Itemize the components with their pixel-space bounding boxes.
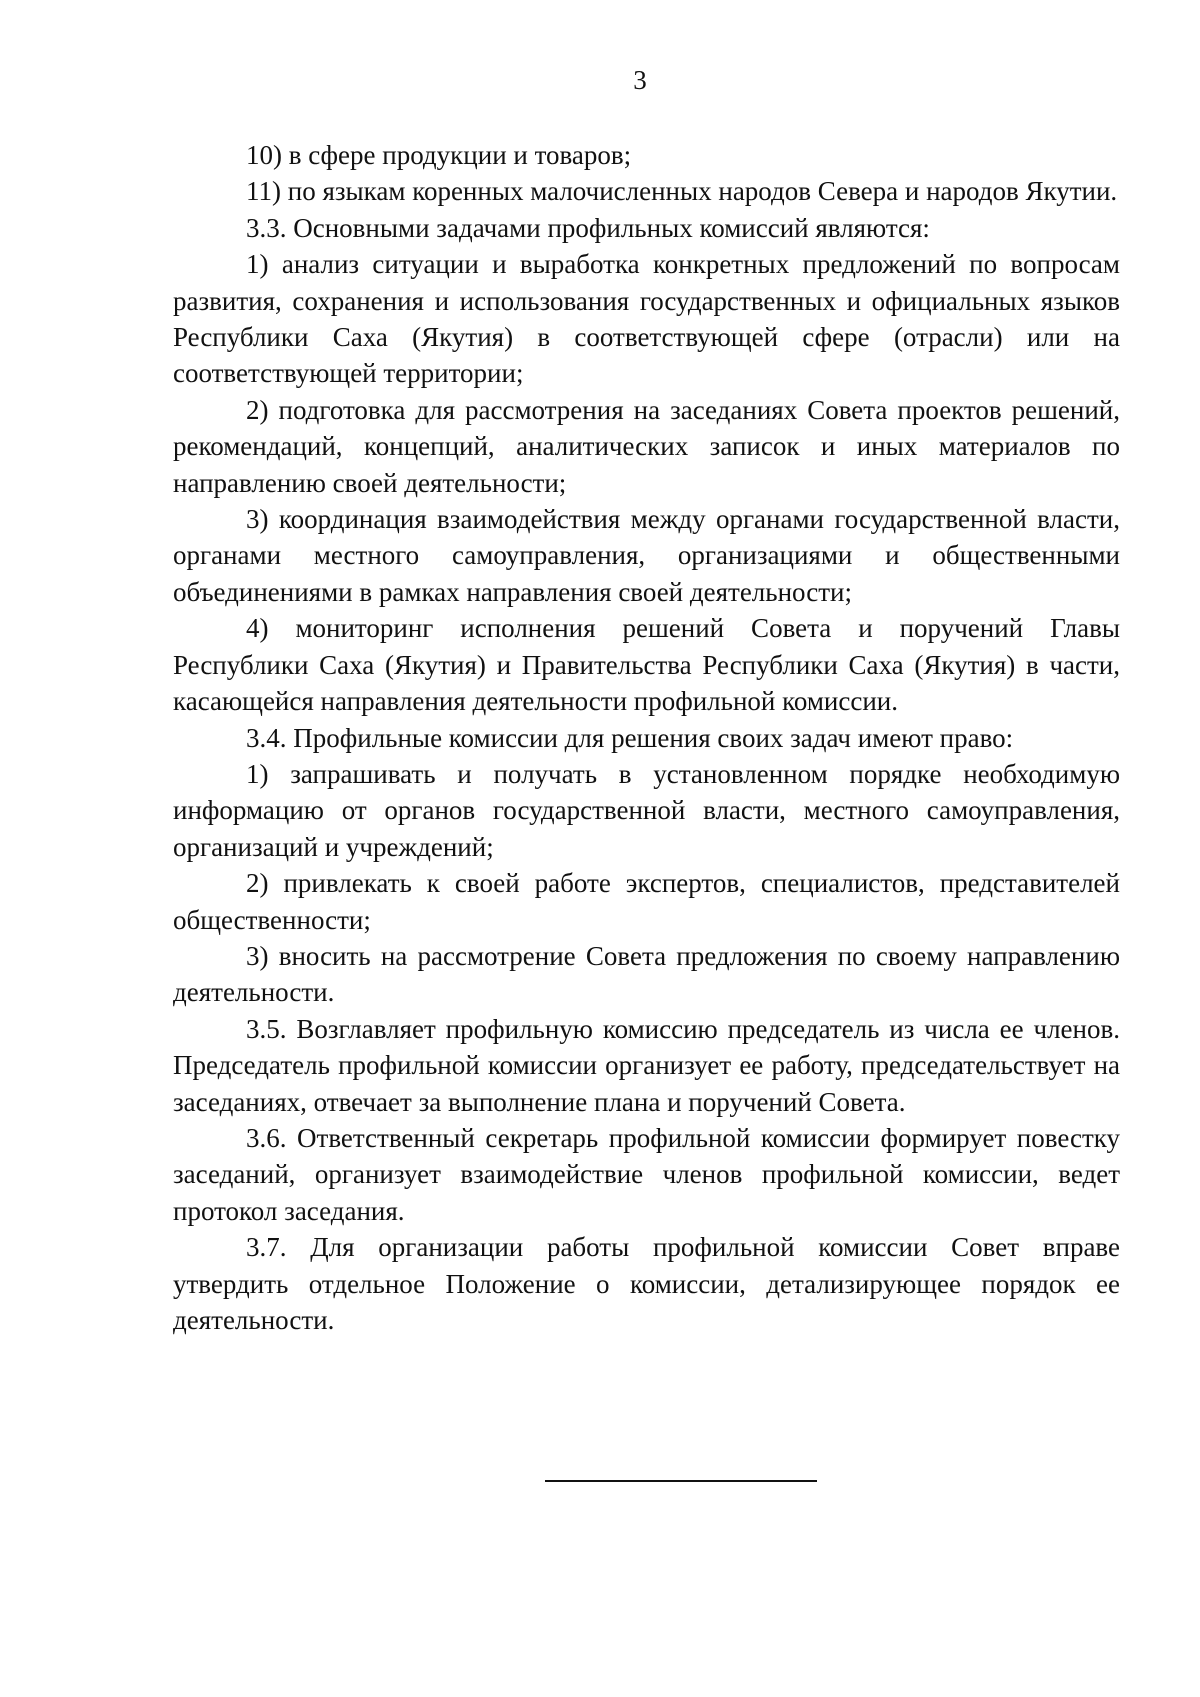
paragraph-task-4: 4) мониторинг исполнения решений Совета и поручений Главы Республики Саха (Якутия) и Правительства Республики Саха (Якутия) в части, касающейся направления деятельности профильной комиссии. <box>173 613 1120 717</box>
paragraph-right-1: 1) запрашивать и получать в установленном порядке необходимую информацию от органов государственной власти, местного самоуправления, организаций и учреждений; <box>173 758 1120 862</box>
paragraph-item-11: 11) по языкам коренных малочисленных народов Севера и народов Якутии. <box>246 176 1118 207</box>
document-body <box>173 137 1120 1338</box>
paragraph-section-3-6: 3.6. Ответственный секретарь профильной комиссии формирует повестку заседаний, организует взаимодействие членов профильной комиссии, ведет протокол заседания. <box>173 1122 1120 1226</box>
paragraph-right-3: 3) вносить на рассмотрение Совета предложения по своему направлению деятельности. <box>173 940 1120 1008</box>
paragraph-section-3-3: 3.3. Основными задачами профильных комиссий являются: <box>246 212 930 243</box>
closing-rule-divider <box>545 1480 817 1482</box>
paragraph-section-3-7: 3.7. Для организации работы профильной комиссии Совет вправе утвердить отдельное Положение о комиссии, детализирующее порядок ее деятельности. <box>173 1232 1120 1335</box>
page-number: 3 <box>633 65 647 95</box>
paragraph-task-2: 2) подготовка для рассмотрения на заседаниях Совета проектов решений, рекомендаций, концепций, аналитических записок и иных материалов по направлению своей деятельности; <box>173 394 1120 498</box>
paragraph-task-3: 3) координация взаимодействия между органами государственной власти, органами местного самоуправления, организациями и общественными объединениями в рамках направления своей деятельности; <box>173 504 1120 607</box>
paragraph-section-3-5: 3.5. Возглавляет профильную комиссию председатель из числа ее членов. Председатель профильной комиссии организует ее работу, председательствует на заседаниях, отвечает за выполнение плана и поручений Совета. <box>173 1013 1120 1117</box>
paragraph-task-1: 1) анализ ситуации и выработка конкретных предложений по вопросам развития, сохранения и использования государственных и официальных языков Республики Саха (Якутия) в соответствующей сфере (отрасли) или на соответствующей территории; <box>173 249 1120 389</box>
paragraph-item-10: 10) в сфере продукции и товаров; <box>246 140 632 170</box>
paragraph-right-2: 2) привлекать к своей работе экспертов, специалистов, представителей общественности; <box>173 868 1120 935</box>
paragraph-section-3-4: 3.4. Профильные комиссии для решения своих задач имеют право: <box>246 722 1014 753</box>
